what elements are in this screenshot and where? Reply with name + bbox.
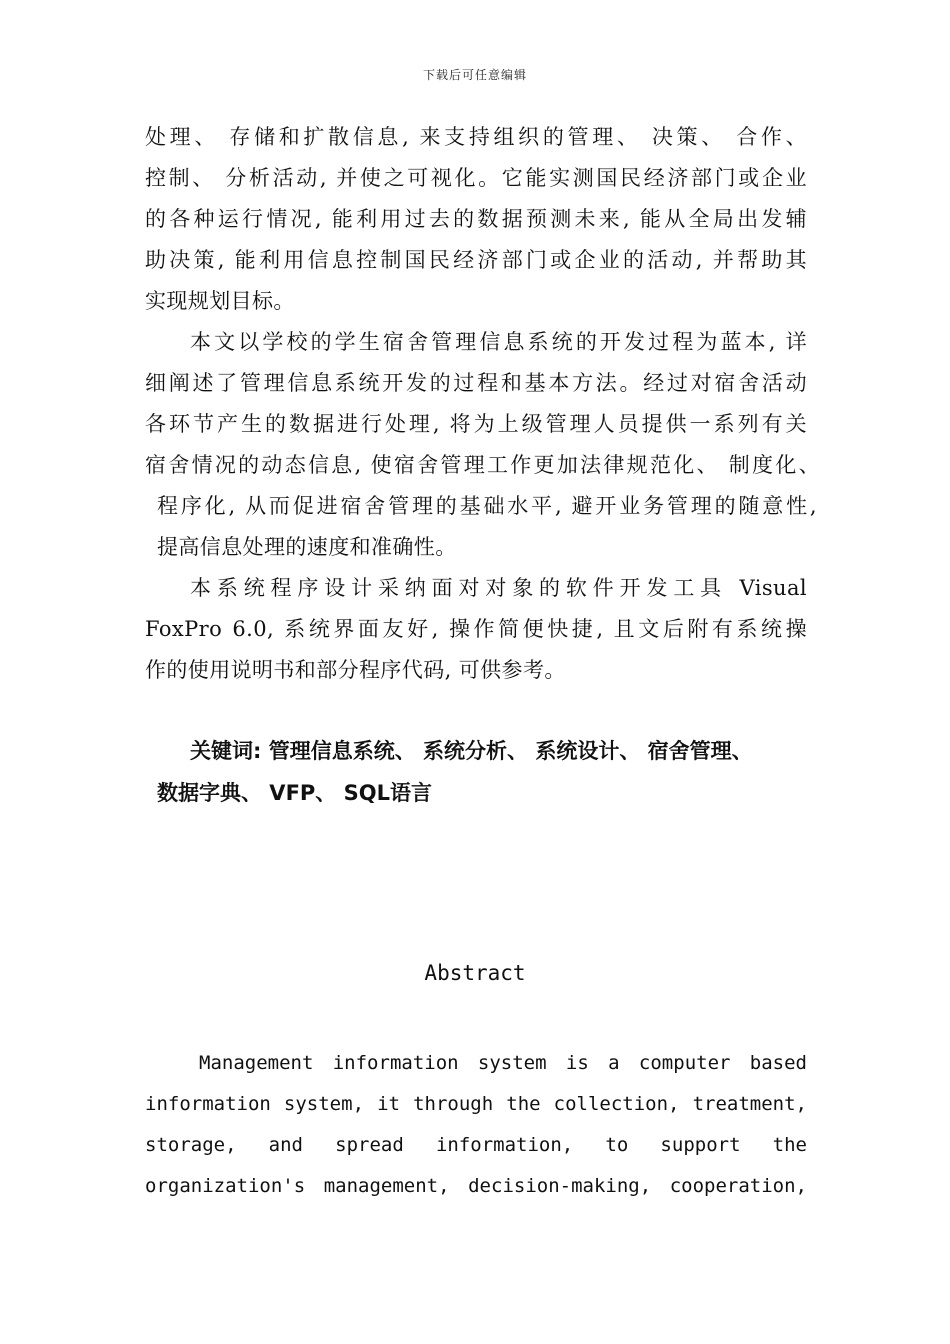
body-line: 本文以学校的学生宿舍管理信息系统的开发过程为蓝本, 详 <box>190 330 807 354</box>
body-line: 作的使用说明书和部分程序代码, 可供参考。 <box>145 658 566 682</box>
body-line: 细阐述了管理信息系统开发的过程和基本方法。经过对宿舍活动 <box>145 371 807 395</box>
body-line: 的各种运行情况, 能利用过去的数据预测未来, 能从全局出发辅 <box>145 207 807 231</box>
abstract-line: storage, and spread information, to support the <box>145 1134 807 1156</box>
abstract-line: information system, it through the collection, treatment, <box>145 1093 807 1115</box>
body-line: 实现规划目标。 <box>145 289 295 313</box>
abstract-line: organization's management, decision-making, cooperation, <box>145 1175 807 1197</box>
body-line: 程序化, 从而促进宿舍管理的基础水平, 避开业务管理的随意性, <box>157 494 817 518</box>
body-line: FoxPro 6.0, 系统界面友好, 操作简便快捷, 且文后附有系统操 <box>145 617 807 641</box>
abstract-title: Abstract <box>424 961 526 985</box>
body-line: 本系统程序设计采纳面对对象的软件开发工具 Visual <box>190 576 807 600</box>
body-line: 提高信息处理的速度和准确性。 <box>157 535 457 559</box>
body-line: 各环节产生的数据进行处理, 将为上级管理人员提供一系列有关 <box>145 412 807 436</box>
keywords-line-2: 数据字典、 VFP、 SQL语言 <box>157 781 432 805</box>
page-header-note: 下载后可任意编辑 <box>422 68 527 82</box>
abstract-line: Management information system is a computer based <box>199 1052 807 1074</box>
body-line: 控制、 分析活动, 并使之可视化。它能实测国民经济部门或企业 <box>145 166 807 190</box>
body-line: 处理、 存储和扩散信息, 来支持组织的管理、 决策、 合作、 <box>145 125 807 149</box>
body-line: 宿舍情况的动态信息, 使宿舍管理工作更加法律规范化、 制度化、 <box>145 453 820 477</box>
keywords-line-1: 关键词: 管理信息系统、 系统分析、 系统设计、 宿舍管理、 <box>190 739 753 763</box>
body-line: 助决策, 能利用信息控制国民经济部门或企业的活动, 并帮助其 <box>145 248 807 272</box>
